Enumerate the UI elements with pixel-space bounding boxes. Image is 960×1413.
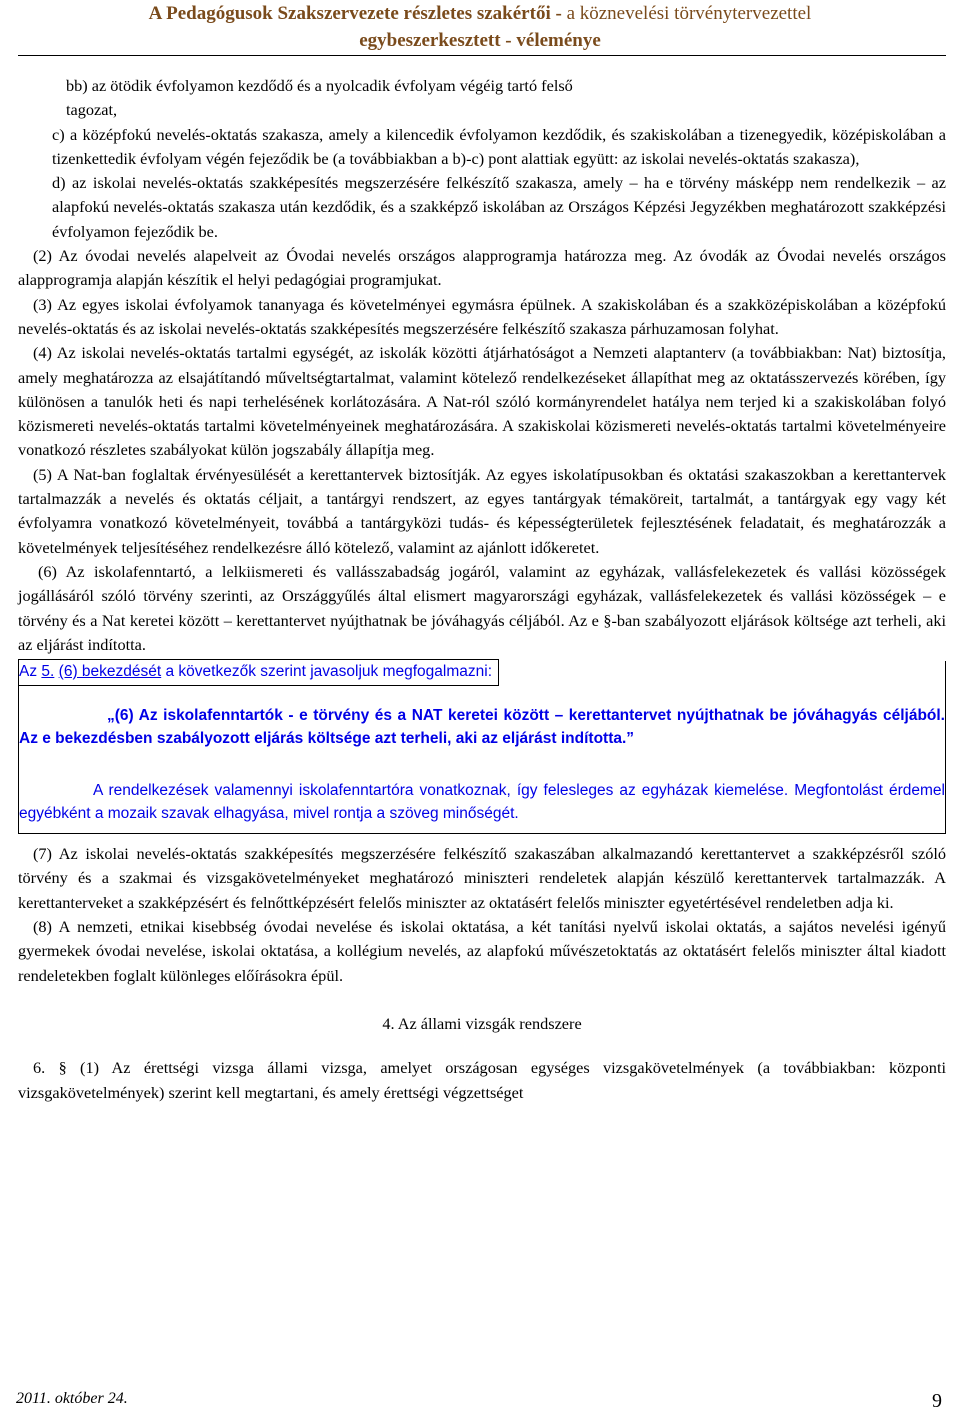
header-divider — [18, 55, 946, 56]
paragraph-3: (3) Az egyes iskolai évfolyamok tananyaga és követelményei egymásra épülnek. A szakiskolában és a szakközépiskolában a középfokú nevelés-oktatás és az iskolai nevelés-oktatás szakképesítés megszerzésére felkészítő szakasza párhuzamosan folyhat. — [18, 294, 946, 338]
paragraph-6: (6) Az iskolafenntartó, a lelkiismereti és vallásszabadság jogáról, valamint az egyházak, vallásfelekezetek és vallási közösségek jogállásáról szóló törvény szerinti, az Országgyűlés által elismert magyarországi egyházak, vallásfelekezetek és vallási közösségek – e törvény és a Nat keretei között – kerettantervet nyújthatnak be jóváhagyás céljából. Az e §-ban szabályozott eljárások költsége azt terheli, aki az eljárást indította. — [18, 561, 946, 654]
paragraph-d: d) az iskolai nevelés-oktatás szakképesítés megszerzésére felkészítő szakasza, amely – ha e törvény másképp nem rendelkezik – az alapfokú nevelés-oktatás szakasza után kezdődik, és a szakképző iskolában az Országos Képzési Jegyzékben meghatározott szakképzési évfolyamon fejeződik be. — [52, 173, 946, 241]
comment-link-section[interactable]: 5. — [41, 663, 55, 681]
paragraph-bb-cont: tagozat, — [66, 100, 118, 120]
comment-proposal: „(6) Az iskolafenntartók - e törvény és a NAT keretei között – kerettantervet nyújthatnak be jóváhagyás céljából. Az e bekezdésben szabályozott eljárás költsége azt terheli, aki az eljárást indította.” — [19, 707, 945, 747]
comment-heading — [18, 659, 499, 686]
comment-suffix: a következők szerint javasoljuk megfogalmazni: — [165, 663, 493, 681]
comment-box — [18, 661, 946, 834]
footer-date: 2011. október 24. — [16, 1390, 128, 1407]
paragraph-7: (7) Az iskolai nevelés-oktatás szakképesítés megszerzésére felkészítő szakaszában alkalmazandó kerettantervet a szakképzésről szóló törvény és a szakmai és vizsgakövetelményeket meghatározó miniszteri rendeletek alapján készülő kerettantervek tartalmazzák. A kerettanterveket a szakképzésért és felnőttképzésért felelős miniszter az oktatásért felelős miniszter egyetértésével rendeletben adja ki. — [18, 844, 946, 912]
comment-inner — [19, 661, 945, 833]
paragraph-2: (2) Az óvodai nevelés alapelveit az Óvodai nevelés országos alapprogramja határozza meg. Az óvodák az Óvodai nevelés országos alapprogramja alapján készítik el helyi pedagógiai programjukat. — [18, 246, 946, 290]
paragraph-8: (8) A nemzeti, etnikai kisebbség óvodai nevelése és iskolai oktatása, a két tanítási nyelvű iskolai oktatás, a sajátos nevelési igényű gyermekek óvodai nevelése, iskolai oktatása, a kollégium nevelés, az alapfokú művészetoktatás az oktatásért felelős miniszter által kiadott rendeletekben foglalt különleges előírásokra épül. — [18, 917, 946, 985]
paragraph-4: (4) Az iskolai nevelés-oktatás tartalmi egységét, az iskolák közötti átjárhatóságot a Nemzeti alaptanterv (a továbbiakban: Nat) biztosítja, amely meghatározza az elsajátítandó műveltségtartalmat, valamint kötelező rendelkezéseket állapíthat meg az oktatásszervezés körében, így különösen a tanulók heti és napi terhelésének korlátozására. A Nat-ról szóló kormányrendelet hatálya nem terjed ki a szakiskolában folyó közismereti nevelés-oktatás tartalmi követelményeinek meghatározására. A szakiskolai közismereti nevelés-oktatás tartalmi követelményeire vonatkozó részletes szabályokat külön jogszabály állapítja meg. — [18, 343, 946, 460]
comment-prefix: Az — [19, 663, 38, 681]
paragraph-bb: bb) az ötödik évfolyamon kezdődő és a nyolcadik évfolyam végéig tartó felső — [66, 76, 573, 95]
header-title-light: a köznevelési törvénytervezettel — [566, 3, 812, 24]
header-title-bold: A Pedagógusok Szakszervezete részletes szakértői - — [148, 3, 562, 24]
paragraph-9: 6. § (1) Az érettségi vizsga állami vizsga, amelyet országosan egységes vizsgakövetelmények (a továbbiakban: központi vizsgakövetelmények) szerint kell megtartani, és amely érettségi végzettséget — [18, 1058, 946, 1102]
paragraph-5: (5) A Nat-ban foglaltak érvényesülését a kerettantervek biztosítják. Az egyes iskolatípusokban és oktatási szakaszokban a kerettantervek tartalmazzák a nevelés és oktatás céljait, a tantárgyi rendszert, az egyes tantárgyak témaköreit, tartalmát, a tantárgyak egy vagy két évfolyamra vonatkozó követelményeit, továbbá a tantárgyközi tudás- és képességterületek fejlesztésének feladatait, és meghatározzák a követelmények teljesítéséhez rendelkezésre álló kötelező, valamint az ajánlott időkeretet. — [18, 464, 946, 557]
page-number: 9 — [932, 1390, 942, 1412]
header-line-1 — [0, 0, 960, 27]
document-body — [18, 74, 946, 1105]
section-title: 4. Az állami vizsgák rendszere — [382, 1013, 582, 1033]
header-line-2: egybeszerkesztett - véleménye — [359, 30, 601, 51]
comment-link-paragraph[interactable]: (6) bekezdését — [58, 663, 162, 681]
comment-note: A rendelkezések valamennyi iskolafenntartóra vonatkoznak, így felesleges az egyházak kiemelése. Megfontolást érdemel egyébként a mozaik szavak elhagyása, mivel rontja a szöveg minőségét. — [19, 782, 945, 822]
paragraph-c: c) a középfokú nevelés-oktatás szakasza, amely a kilencedik évfolyamon kezdődik, és szakiskolában a tizenegyedik, középiskolában a tizenkettedik évfolyam végén fejeződik be (a továbbiakban a b)-c) pont alattiak együtt: az iskolai nevelés-oktatás szakasza), — [52, 124, 946, 168]
